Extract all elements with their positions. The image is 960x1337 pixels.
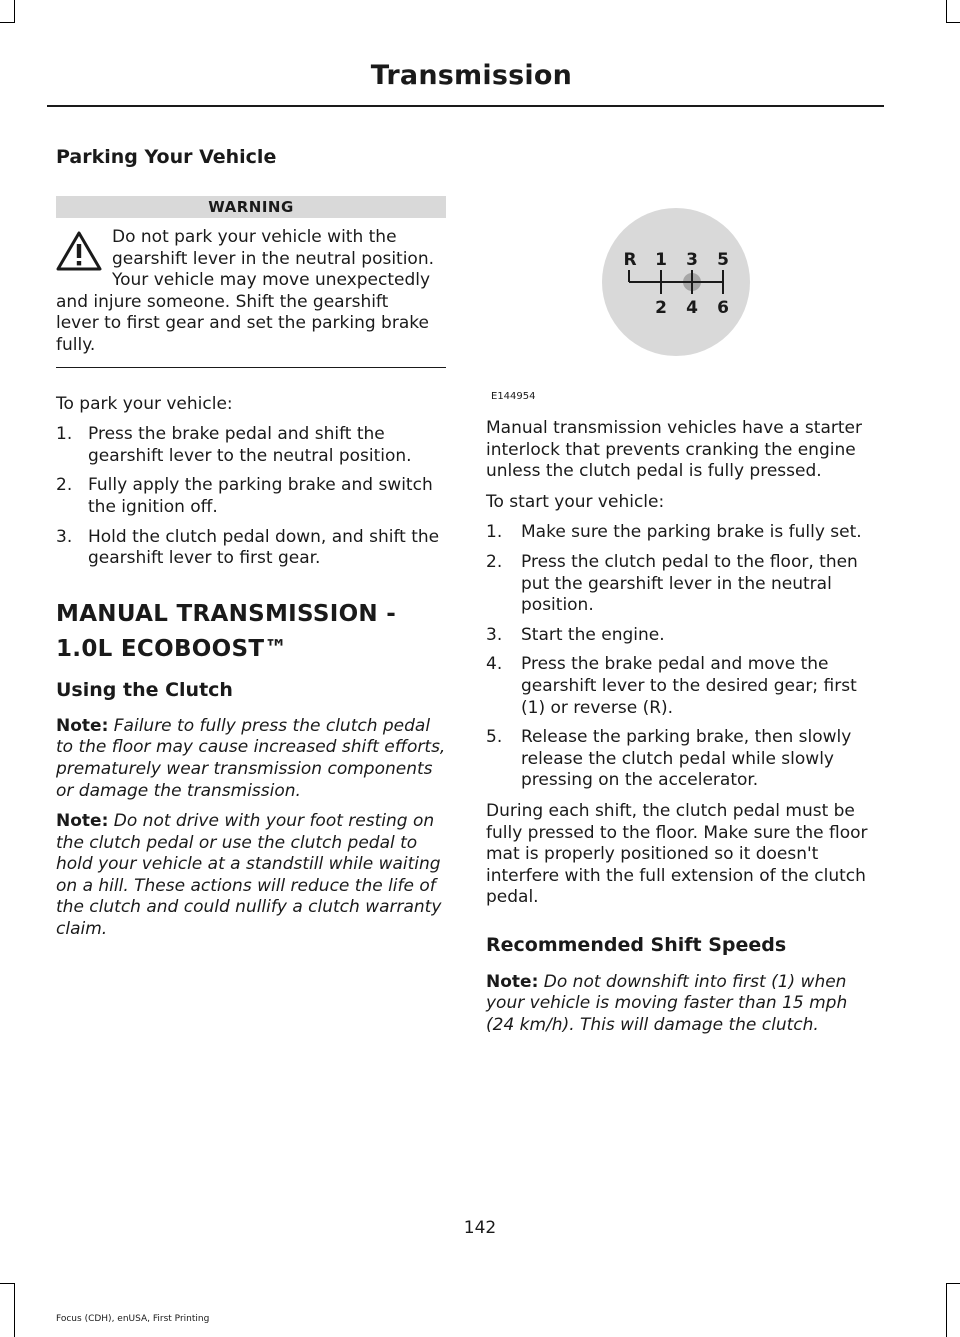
- step-text: Press the brake pedal and move the gearshift lever to the desired gear; first (1) or reverse (R).: [521, 654, 857, 718]
- right-column: [486, 418, 880, 1037]
- section-title-line: MANUAL TRANSMISSION -: [56, 600, 397, 627]
- warning-triangle-icon: [56, 231, 102, 271]
- crop-mark: [946, 0, 947, 22]
- gearshift-diagram: [486, 205, 880, 405]
- step-number: 1.: [486, 522, 503, 543]
- warning-box: [56, 227, 446, 368]
- list-item: [56, 527, 446, 570]
- step-text: Fully apply the parking brake and switch the ignition off.: [88, 475, 433, 517]
- starter-interlock-paragraph: Manual transmission vehicles have a starter interlock that prevents cranking the engine unless the clutch pedal is fully pressed.: [486, 418, 862, 482]
- clutch-shift-paragraph: During each shift, the clutch pedal must be fully pressed to the floor. Make sure the floor mat is properly positioned so it doesn't interfere with the full extension of the clutch pedal.: [486, 800, 868, 908]
- parking-steps: [56, 424, 446, 570]
- step-number: 4.: [486, 654, 503, 675]
- footer-edition: Focus (CDH), enUSA, First Printing: [56, 1314, 210, 1324]
- step-text: Release the parking brake, then slowly release the clutch pedal while slowly pressing on the accelerator.: [521, 727, 852, 791]
- gear-label-4: 4: [686, 298, 698, 318]
- step-text: Press the clutch pedal to the floor, then put the gearshift lever in the neutral position.: [521, 551, 858, 616]
- step-number: 2.: [486, 551, 503, 572]
- note-label: Note:: [56, 715, 109, 736]
- note-clutch-floor: [56, 716, 446, 802]
- note-label: Note:: [56, 811, 109, 832]
- warning-line: fully.: [56, 334, 96, 355]
- page-number: 142: [463, 1218, 497, 1238]
- start-steps: [486, 522, 880, 792]
- step-text: Hold the clutch pedal down, and shift the gearshift lever to first gear.: [88, 526, 440, 569]
- section-title-line: 1.0L ECOBOOST™: [56, 635, 288, 662]
- step-number: 3.: [56, 526, 73, 547]
- gearshift-pattern-figure: [486, 205, 880, 405]
- warning-text: [56, 227, 446, 357]
- left-column: [56, 140, 446, 941]
- section-title: [56, 599, 446, 665]
- crop-mark: [14, 0, 15, 22]
- list-item: [486, 654, 880, 719]
- parking-heading: Parking Your Vehicle: [56, 146, 277, 168]
- step-text: Start the engine.: [521, 624, 665, 645]
- crop-mark: [946, 1283, 947, 1337]
- start-intro: To start your vehicle:: [486, 491, 665, 512]
- crop-mark: [0, 22, 15, 23]
- note-clutch-resting: [56, 811, 446, 941]
- warning-line: lever to first gear and set the parking brake: [56, 313, 429, 334]
- warning-line: Do not park your vehicle with the: [112, 227, 397, 247]
- list-item: [486, 522, 880, 544]
- list-item: [486, 727, 880, 792]
- warning-line: Your vehicle may move unexpectedly: [112, 270, 431, 291]
- warning-banner: WARNING: [56, 196, 446, 218]
- step-number: 5.: [486, 727, 503, 748]
- note-label: Note:: [486, 971, 539, 992]
- list-item: [56, 475, 446, 518]
- header-rule: [47, 105, 884, 107]
- figure-id: E144954: [491, 391, 536, 402]
- warning-rule: [56, 367, 446, 368]
- gear-label-2: 2: [655, 298, 667, 318]
- step-number: 1.: [56, 424, 73, 445]
- shift-speeds-heading: Recommended Shift Speeds: [486, 933, 787, 956]
- step-number: 2.: [56, 475, 73, 496]
- page-header-title: Transmission: [370, 60, 572, 91]
- gear-label-5: 5: [717, 250, 729, 270]
- note-text: Failure to fully press the clutch pedal to the floor may cause increased shift efforts, prematurely wear transmission components or damage the transmission.: [56, 715, 446, 801]
- gear-label-6: 6: [717, 298, 729, 318]
- step-number: 3.: [486, 624, 503, 645]
- note-text: Do not drive with your foot resting on the clutch pedal or use the clutch pedal to hold your vehicle at a standstill while waiting on a hill. These actions will reduce the life of the clutch and could nullify a clutch warranty claim.: [56, 811, 442, 940]
- crop-mark: [946, 1283, 960, 1284]
- step-text: Make sure the parking brake is fully set.: [521, 522, 862, 543]
- crop-mark: [14, 1283, 15, 1337]
- note-downshift: [486, 972, 880, 1037]
- gear-label-3: 3: [686, 250, 698, 270]
- list-item: [486, 552, 880, 617]
- parking-intro: To park your vehicle:: [56, 393, 233, 414]
- crop-mark: [0, 1283, 15, 1284]
- gear-label-r: R: [623, 250, 637, 270]
- note-text: Do not downshift into first (1) when your vehicle is moving faster than 15 mph (24 km/h). This will damage the clutch.: [486, 971, 848, 1036]
- step-text: Press the brake pedal and shift the gearshift lever to the neutral position.: [88, 424, 412, 466]
- crop-mark: [946, 22, 960, 23]
- list-item: [486, 625, 880, 647]
- warning-line: gearshift lever in the neutral position.: [112, 248, 435, 269]
- clutch-heading: Using the Clutch: [56, 678, 233, 701]
- warning-line: and injure someone. Shift the gearshift: [56, 291, 389, 312]
- list-item: [56, 424, 446, 467]
- gear-label-1: 1: [655, 250, 667, 270]
